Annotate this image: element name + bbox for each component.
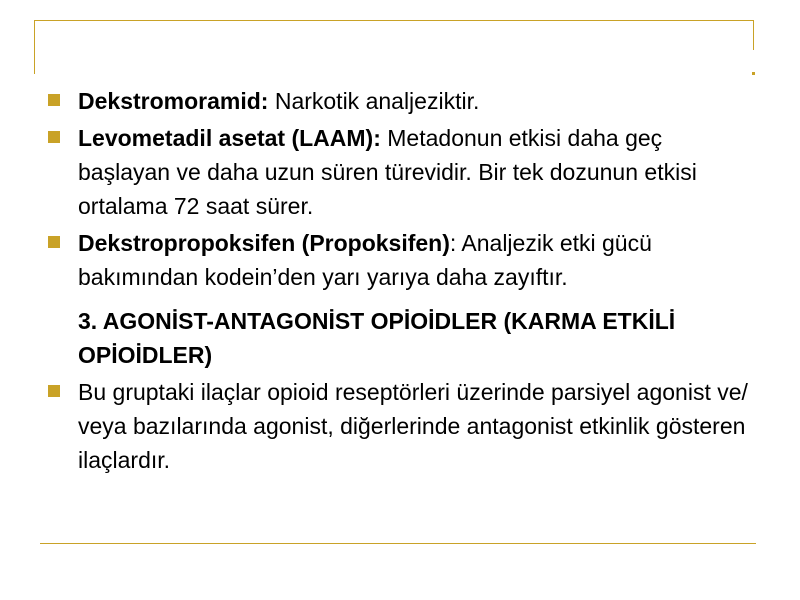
bullet-item-dekstromoramid [48, 84, 748, 118]
item-term: Dekstromoramid: [78, 88, 269, 114]
footer-divider [40, 543, 756, 544]
title-frame-right [753, 20, 754, 50]
item-text: Bu gruptaki ilaçlar opioid reseptörleri üzerinde parsiyel agonist ve/ veya bazılarında agonist, diğerlerinde antagonist etkinlik gösteren ilaçlardır. [78, 379, 748, 473]
item-text: Metadonun etkisi daha geç başlayan ve daha uzun süren türevidir. Bir tek dozunun etkisi ortalama 72 saat sürer. [78, 125, 697, 219]
item-term: Levometadil asetat (LAAM): [78, 125, 381, 151]
section-heading [48, 304, 748, 372]
slide-content [48, 84, 748, 480]
title-frame-dot [752, 72, 755, 75]
title-frame-left [34, 20, 35, 74]
bullet-item-levometadil [48, 121, 748, 223]
square-bullet-icon [48, 131, 60, 143]
section-heading-text: 3. AGONİST-ANTAGONİST OPİOİDLER (KARMA ETKİLİ OPİOİDLER) [78, 308, 676, 368]
square-bullet-icon [48, 236, 60, 248]
item-term: Dekstropropoksifen (Propoksifen) [78, 230, 450, 256]
bullet-item-dekstropropoksifen [48, 226, 748, 294]
item-text: : Analjezik etki gücü bakımından kodein’den yarı yarıya daha zayıftır. [78, 230, 652, 290]
title-frame-top [34, 20, 754, 21]
square-bullet-icon [48, 385, 60, 397]
square-bullet-icon [48, 94, 60, 106]
item-text: Narkotik analjeziktir. [268, 88, 480, 114]
bullet-item-agonist-antagonist [48, 375, 748, 477]
